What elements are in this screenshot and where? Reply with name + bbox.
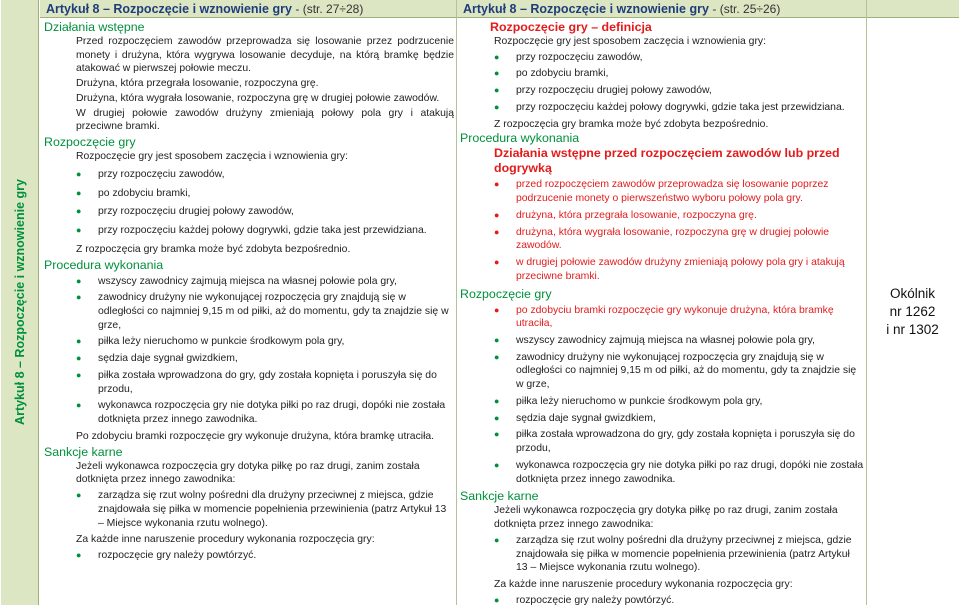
list-item: ● przy rozpoczęciu zawodów,	[76, 168, 454, 182]
list-item: ● zarządza się rzut wolny pośredni dla drużyny przeciwnej z miejsca, gdzie znajdowała się piłka w momencie popełnienia przewinienia (patrz Artykuł 13 – Miejsce wykonania rzutu wolnego).	[494, 534, 864, 575]
header-right-pages: - (str. 25÷26)	[712, 2, 781, 16]
circular-number: i nr 1302	[886, 321, 939, 337]
list-item: ● piłka została wprowadzona do gry, gdy została kopnięta i poruszyła się do przodu,	[494, 428, 864, 455]
list-item: ● przed rozpoczęciem zawodów przeprowadza się losowanie poprzez podrzucenie monety o pierwszeństwo wyboru połowy pola gry.	[494, 178, 864, 205]
column-divider	[456, 0, 457, 605]
list-item: ● sędzia daje sygnał gwizdkiem,	[76, 352, 454, 366]
side-label-bar	[1, 0, 39, 605]
list-item: ● piłka została wprowadzona do gry, gdy została kopnięta i poruszyła się do przodu,	[76, 369, 454, 396]
list-item: ● zawodnicy drużyny nie wykonującej rozpoczęcia gry znajdują się w odległości co najmniej 9,15 m od piłki, aż do momentu, gdy ta znajdzie się w grze,	[76, 291, 454, 332]
list-item: ● po zdobyciu bramki rozpoczęcie gry wykonuje drużyna, która bramkę utraciła,	[494, 304, 864, 331]
section-title: Rozpoczęcie gry	[44, 135, 136, 150]
section-title: Rozpoczęcie gry – definicja	[490, 20, 652, 34]
list-item: ● wszyscy zawodnicy zajmują miejsca na własnej połowie pola gry,	[494, 334, 864, 348]
list-item: ● drużyna, która przegrała losowanie, rozpoczyna grę.	[494, 209, 864, 223]
header-left-title: Artykuł 8 – Rozpoczęcie i wznowienie gry	[46, 2, 292, 16]
bullet-list	[460, 304, 864, 487]
paragraph: Drużyna, która wygrała losowanie, rozpoczyna grę w drugiej połowie zawodów.	[76, 92, 440, 104]
paragraph: Z rozpoczęcia gry bramka może być zdobyta bezpośrednio.	[494, 118, 769, 130]
bullet-list	[44, 168, 454, 238]
left-column	[44, 20, 454, 566]
section-title: Rozpoczęcie gry	[460, 286, 552, 301]
list-item: ● po zdobyciu bramki,	[494, 67, 864, 81]
paragraph: Za każde inne naruszenie procedury wykonania rozpoczęcia gry:	[494, 579, 793, 591]
list-item: ● wykonawca rozpoczęcia gry nie dotyka piłki po raz drugi, dopóki nie została dotknięta przez innego zawodnika.	[76, 399, 454, 426]
list-item: ● po zdobyciu bramki,	[76, 187, 454, 201]
section-title: Sankcje karne	[460, 489, 539, 504]
circular-reference	[866, 285, 959, 338]
paragraph: Rozpoczęcie gry jest sposobem zaczęcia i wznowienia gry:	[76, 151, 349, 163]
list-item: ● zarządza się rzut wolny pośredni dla drużyny przeciwnej z miejsca, gdzie znajdowała się piłka w momencie popełnienia przewinienia (patrz Artykuł 13 – Miejsce wykonania rzutu wolnego).	[76, 489, 454, 530]
side-label: Artykuł 8 – Rozpoczęcie i wznowienie gry	[12, 179, 27, 425]
paragraph: Rozpoczęcie gry jest sposobem zaczęcia i wznowienia gry:	[494, 36, 767, 47]
section-title: Działania wstępne	[44, 20, 145, 34]
paragraph: Za każde inne naruszenie procedury wykonania rozpoczęcia gry:	[76, 534, 375, 546]
list-item: ● rozpoczęcie gry należy powtórzyć.	[494, 594, 864, 608]
header-left-pages: - (str. 27÷28)	[295, 2, 364, 16]
header-right	[456, 0, 866, 18]
circular-label: Okólnik	[889, 286, 935, 301]
right-column	[460, 20, 864, 611]
list-item: ● wszyscy zawodnicy zajmują miejsca na własnej połowie pola gry,	[76, 275, 454, 289]
section-title: Sankcje karne	[44, 444, 123, 459]
bullet-list	[460, 178, 864, 283]
paragraph: Jeżeli wykonawca rozpoczęcia gry dotyka piłkę po raz drugi, zanim została dotknięta przez innego zawodnika:	[76, 460, 420, 486]
header-right-title: Artykuł 8 – Rozpoczęcie i wznowienie gry	[463, 2, 709, 16]
bullet-list	[460, 594, 864, 608]
paragraph: Jeżeli wykonawca rozpoczęcia gry dotyka piłkę po raz drugi, zanim została dotknięta przez innego zawodnika:	[494, 505, 838, 531]
list-item: ● zawodnicy drużyny nie wykonującej rozpoczęcia gry znajdują się w odległości co najmniej 9,15 m od piłki, aż do momentu, gdy ta znajdzie się w grze,	[494, 351, 864, 392]
paragraph: Przed rozpoczęciem zawodów przeprowadza się losowanie przez podrzucenie monety i drużyna, która wygrywa losowanie decyduje, na którą bramkę będzie atakować w pierwszej połowie meczu.	[76, 36, 454, 75]
list-item: ● piłka leży nieruchomo w punkcie środkowym pola gry,	[76, 335, 454, 349]
list-item: ● przy rozpoczęciu drugiej połowy zawodów,	[494, 84, 864, 98]
bullet-list	[44, 549, 454, 563]
list-item: ● przy rozpoczęciu drugiej połowy zawodów,	[76, 205, 454, 219]
list-item: ● drużyna, która wygrała losowanie, rozpoczyna grę w drugiej połowie zawodów.	[494, 226, 864, 253]
list-item: ● przy rozpoczęciu zawodów,	[494, 51, 864, 65]
list-item: ● piłka leży nieruchomo w punkcie środkowym pola gry,	[494, 395, 864, 409]
paragraph: Drużyna, która przegrała losowanie, rozpoczyna grę.	[76, 78, 319, 90]
subsection-title: Działania wstępne przed rozpoczęciem zawodów lub przed dogrywką	[494, 146, 840, 176]
list-item: ● przy rozpoczęciu każdej połowy dogrywki, gdzie taka jest przewidziana.	[76, 224, 454, 238]
bullet-list	[44, 489, 454, 530]
list-item: ● sędzia daje sygnał gwizdkiem,	[494, 412, 864, 426]
list-item: ● przy rozpoczęciu każdej połowy dogrywki, gdzie taka jest przewidziana.	[494, 101, 864, 115]
paragraph: W drugiej połowie zawodów drużyny zmieniają połowy pola gry i atakują przeciwne bramki.	[76, 107, 454, 133]
circular-number: nr 1262	[889, 303, 936, 319]
header-far	[866, 0, 959, 18]
list-item: ● wykonawca rozpoczęcia gry nie dotyka piłki po raz drugi, dopóki nie została dotknięta przez innego zawodnika.	[494, 459, 864, 486]
list-item: ● rozpoczęcie gry należy powtórzyć.	[76, 549, 454, 563]
paragraph: Po zdobyciu bramki rozpoczęcie gry wykonuje drużyna, która bramkę utraciła.	[76, 430, 435, 442]
bullet-list	[460, 51, 864, 115]
list-item: ● w drugiej połowie zawodów drużyny zmieniają połowy pola gry i atakują przeciwne bramki.	[494, 256, 864, 283]
bullet-list	[44, 275, 454, 427]
bullet-list	[460, 534, 864, 575]
paragraph: Z rozpoczęcia gry bramka może być zdobyta bezpośrednio.	[76, 243, 351, 255]
section-title: Procedura wykonania	[44, 257, 164, 272]
section-title: Procedura wykonania	[460, 131, 580, 146]
header-left	[40, 0, 456, 18]
